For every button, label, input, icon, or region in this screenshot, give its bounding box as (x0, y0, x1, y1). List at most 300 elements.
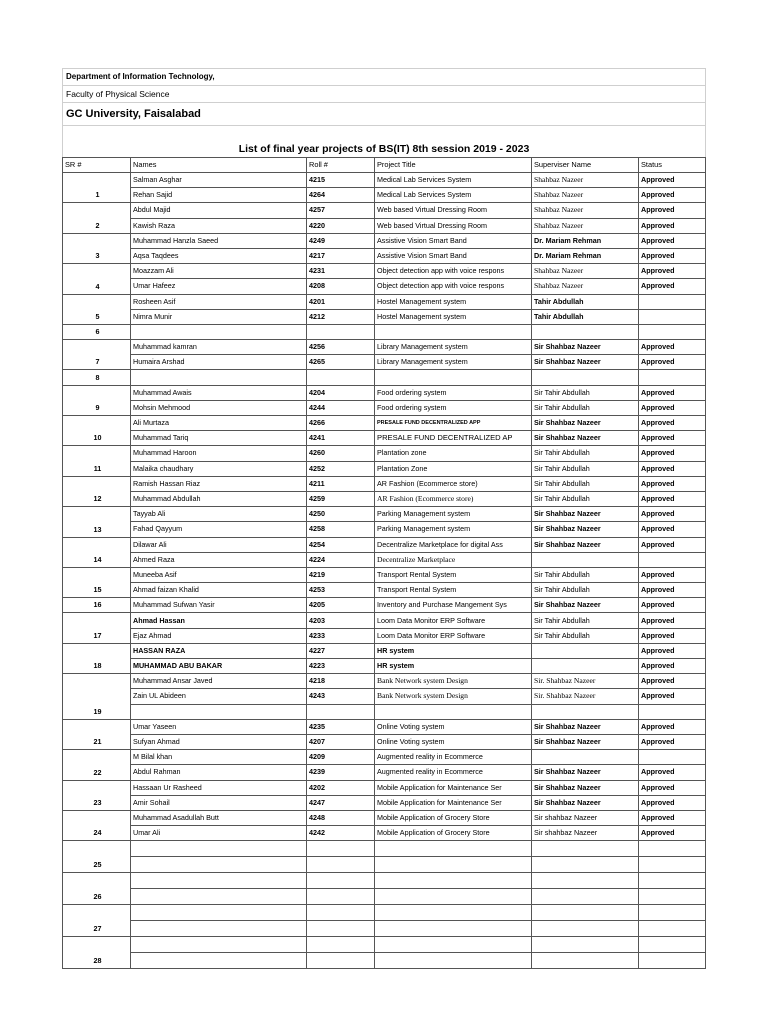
cell-name (131, 857, 307, 873)
page-title: List of final year projects of BS(IT) 8th session 2019 - 2023 (238, 143, 530, 155)
cell-roll-number (307, 324, 375, 339)
column-header-status: Status (639, 158, 706, 173)
cell-status: Approved (639, 613, 706, 628)
cell-sr-number: 16 (63, 598, 131, 613)
cell-supervisor (532, 841, 639, 857)
cell-roll-number: 4233 (307, 628, 375, 643)
cell-name (131, 953, 307, 969)
cell-sr-number: 14 (63, 537, 131, 567)
cell-roll-number: 4260 (307, 446, 375, 461)
cell-sr-number: 4 (63, 264, 131, 294)
cell-project-title: PRESALE FUND DECENTRALIZED APP (375, 416, 532, 431)
cell-project-title (375, 905, 532, 921)
cell-project-title: Mobile Application for Maintenance Ser (375, 795, 532, 810)
cell-name: Muhammad Haroon (131, 446, 307, 461)
cell-name: Ahmad Hassan (131, 613, 307, 628)
cell-name: Nimra Munir (131, 309, 307, 324)
cell-roll-number: 4259 (307, 491, 375, 506)
cell-roll-number (307, 953, 375, 969)
table-row (63, 795, 706, 810)
cell-name: Rosheen Asif (131, 294, 307, 309)
cell-roll-number (307, 889, 375, 905)
cell-supervisor: Sir. Shahbaz Nazeer (532, 689, 639, 704)
cell-project-title: Object detection app with voice respons (375, 264, 532, 279)
cell-sr-number: 22 (63, 750, 131, 780)
table-row (63, 659, 706, 674)
projects-table (62, 157, 706, 969)
cell-name: Moazzam Ali (131, 264, 307, 279)
cell-project-title: Hostel Management system (375, 309, 532, 324)
cell-status (639, 905, 706, 921)
cell-name: HASSAN RAZA (131, 643, 307, 658)
cell-status: Approved (639, 400, 706, 415)
cell-roll-number: 4224 (307, 552, 375, 567)
cell-name (131, 921, 307, 937)
cell-supervisor: Sir. Shahbaz Nazeer (532, 674, 639, 689)
cell-name (131, 370, 307, 385)
cell-status: Approved (639, 522, 706, 537)
table-row (63, 857, 706, 873)
cell-status: Approved (639, 491, 706, 506)
cell-sr-number: 11 (63, 446, 131, 476)
cell-name: Rehan Sajid (131, 188, 307, 203)
cell-status: Approved (639, 218, 706, 233)
column-header-sr: SR # (63, 158, 131, 173)
cell-status: Approved (639, 734, 706, 749)
cell-project-title (375, 704, 532, 719)
table-row (63, 750, 706, 765)
cell-roll-number: 4266 (307, 416, 375, 431)
cell-project-title: Mobile Application for Maintenance Ser (375, 780, 532, 795)
cell-project-title (375, 324, 532, 339)
table-row (63, 719, 706, 734)
table-row (63, 340, 706, 355)
spreadsheet-page (62, 68, 706, 969)
cell-project-title: Augmented reality in Ecommerce (375, 765, 532, 780)
cell-sr-number: 6 (63, 324, 131, 339)
cell-status: Approved (639, 795, 706, 810)
cell-status: Approved (639, 385, 706, 400)
cell-sr-number: 18 (63, 643, 131, 673)
cell-name: Muneeba Asif (131, 567, 307, 582)
cell-supervisor: Sir Shahbaz Nazeer (532, 734, 639, 749)
cell-name: Ahmed Raza (131, 552, 307, 567)
cell-roll-number: 4264 (307, 188, 375, 203)
cell-sr-number: 28 (63, 937, 131, 969)
cell-status (639, 873, 706, 889)
table-row (63, 309, 706, 324)
table-row (63, 188, 706, 203)
cell-name: Muhammad kamran (131, 340, 307, 355)
cell-name: Ramish Hassan Riaz (131, 476, 307, 491)
cell-roll-number: 4243 (307, 689, 375, 704)
cell-status: Approved (639, 248, 706, 263)
cell-supervisor: Sir Tahir Abdullah (532, 461, 639, 476)
cell-supervisor: Sir Shahbaz Nazeer (532, 780, 639, 795)
table-row (63, 446, 706, 461)
cell-project-title: Library Management system (375, 355, 532, 370)
cell-status: Approved (639, 826, 706, 841)
cell-status (639, 370, 706, 385)
cell-sr-number: 24 (63, 810, 131, 840)
cell-supervisor (532, 324, 639, 339)
cell-supervisor (532, 953, 639, 969)
cell-supervisor: Shahbaz Nazeer (532, 173, 639, 188)
cell-name: Muhammad Tariq (131, 431, 307, 446)
cell-project-title: PRESALE FUND DECENTRALIZED AP (375, 431, 532, 446)
cell-roll-number: 4242 (307, 826, 375, 841)
cell-name: Mohsin Mehmood (131, 400, 307, 415)
table-row (63, 491, 706, 506)
cell-sr-number: 2 (63, 203, 131, 233)
cell-supervisor: Tahir Abdullah (532, 294, 639, 309)
cell-project-title (375, 841, 532, 857)
cell-project-title (375, 873, 532, 889)
cell-name: Muhammad Sufwan Yasir (131, 598, 307, 613)
cell-status: Approved (639, 416, 706, 431)
cell-roll-number: 4244 (307, 400, 375, 415)
table-row (63, 765, 706, 780)
cell-project-title: Medical Lab Services System (375, 173, 532, 188)
cell-project-title: Object detection app with voice respons (375, 279, 532, 294)
table-row (63, 598, 706, 613)
column-header-names: Names (131, 158, 307, 173)
cell-name: Umar Ali (131, 826, 307, 841)
cell-roll-number (307, 704, 375, 719)
column-header-project-title: Project Title (375, 158, 532, 173)
cell-name: Aqsa Taqdees (131, 248, 307, 263)
cell-supervisor: Sir Shahbaz Nazeer (532, 598, 639, 613)
title-row (62, 125, 706, 157)
cell-roll-number: 4205 (307, 598, 375, 613)
cell-project-title: Mobile Application of Grocery Store (375, 810, 532, 825)
cell-sr-number: 26 (63, 873, 131, 905)
table-row (63, 416, 706, 431)
cell-project-title: Hostel Management system (375, 294, 532, 309)
cell-sr-number: 19 (63, 674, 131, 720)
cell-supervisor (532, 643, 639, 658)
table-row (63, 370, 706, 385)
cell-project-title: Decentralize Marketplace for digital Ass (375, 537, 532, 552)
cell-supervisor: Sir Tahir Abdullah (532, 400, 639, 415)
cell-project-title: Web based Virtual Dressing Room (375, 218, 532, 233)
cell-supervisor (532, 704, 639, 719)
cell-status: Approved (639, 674, 706, 689)
cell-name: M Bilal khan (131, 750, 307, 765)
cell-project-title: Loom Data Monitor ERP Software (375, 613, 532, 628)
cell-name (131, 873, 307, 889)
cell-status: Approved (639, 507, 706, 522)
cell-supervisor (532, 552, 639, 567)
cell-name: Fahad Qayyum (131, 522, 307, 537)
cell-roll-number: 4235 (307, 719, 375, 734)
cell-roll-number (307, 857, 375, 873)
cell-status: Approved (639, 264, 706, 279)
column-header-supervisor: Superviser Name (532, 158, 639, 173)
cell-name: Sufyan Ahmad (131, 734, 307, 749)
department-line: Department of Information Technology, (62, 68, 706, 85)
cell-name: Ejaz Ahmad (131, 628, 307, 643)
cell-status: Approved (639, 203, 706, 218)
cell-supervisor: Dr. Mariam Rehman (532, 248, 639, 263)
table-row (63, 873, 706, 889)
cell-status (639, 841, 706, 857)
cell-sr-number: 10 (63, 416, 131, 446)
cell-supervisor: Sir Shahbaz Nazeer (532, 355, 639, 370)
cell-name (131, 841, 307, 857)
table-row (63, 643, 706, 658)
table-row (63, 173, 706, 188)
cell-supervisor: Sir Shahbaz Nazeer (532, 522, 639, 537)
table-row (63, 400, 706, 415)
cell-supervisor: Shahbaz Nazeer (532, 188, 639, 203)
cell-project-title: Augmented reality in Ecommerce (375, 750, 532, 765)
cell-supervisor: Sir Shahbaz Nazeer (532, 765, 639, 780)
cell-status: Approved (639, 173, 706, 188)
cell-status: Approved (639, 233, 706, 248)
cell-name: Humaira Arshad (131, 355, 307, 370)
cell-roll-number: 4212 (307, 309, 375, 324)
cell-supervisor (532, 889, 639, 905)
cell-supervisor: Sir Shahbaz Nazeer (532, 416, 639, 431)
cell-roll-number: 4254 (307, 537, 375, 552)
cell-sr-number: 25 (63, 841, 131, 873)
cell-status: Approved (639, 476, 706, 491)
table-row (63, 294, 706, 309)
cell-project-title: Medical Lab Services System (375, 188, 532, 203)
table-header-row (63, 158, 706, 173)
cell-roll-number: 4265 (307, 355, 375, 370)
cell-sr-number: 12 (63, 476, 131, 506)
faculty-line: Faculty of Physical Science (62, 85, 706, 102)
table-row (63, 704, 706, 719)
cell-supervisor: Tahir Abdullah (532, 309, 639, 324)
cell-name: Muhammad Asadullah Butt (131, 810, 307, 825)
table-row (63, 476, 706, 491)
cell-roll-number: 4249 (307, 233, 375, 248)
cell-roll-number: 4201 (307, 294, 375, 309)
cell-status: Approved (639, 431, 706, 446)
cell-name: Muhammad Awais (131, 385, 307, 400)
cell-status: Approved (639, 355, 706, 370)
cell-roll-number (307, 905, 375, 921)
cell-supervisor: Shahbaz Nazeer (532, 203, 639, 218)
cell-roll-number: 4227 (307, 643, 375, 658)
table-body (63, 173, 706, 969)
cell-name: Umar Hafeez (131, 279, 307, 294)
cell-roll-number: 4256 (307, 340, 375, 355)
table-row (63, 937, 706, 953)
cell-status: Approved (639, 340, 706, 355)
cell-sr-number: 15 (63, 567, 131, 597)
cell-status (639, 294, 706, 309)
cell-name: Kawish Raza (131, 218, 307, 233)
cell-roll-number: 4203 (307, 613, 375, 628)
table-row (63, 841, 706, 857)
table-row (63, 385, 706, 400)
cell-status: Approved (639, 279, 706, 294)
cell-supervisor: Sir Tahir Abdullah (532, 385, 639, 400)
cell-name (131, 324, 307, 339)
cell-status (639, 324, 706, 339)
cell-status: Approved (639, 446, 706, 461)
cell-name: Tayyab Ali (131, 507, 307, 522)
cell-project-title: Loom Data Monitor ERP Software (375, 628, 532, 643)
cell-project-title: Mobile Application of Grocery Store (375, 826, 532, 841)
cell-supervisor: Sir shahbaz Nazeer (532, 810, 639, 825)
cell-supervisor: Sir Tahir Abdullah (532, 446, 639, 461)
cell-project-title: Parking Management system (375, 522, 532, 537)
cell-supervisor: Sir shahbaz Nazeer (532, 826, 639, 841)
table-row (63, 567, 706, 582)
cell-supervisor: Sir Tahir Abdullah (532, 613, 639, 628)
cell-roll-number: 4217 (307, 248, 375, 263)
table-row (63, 203, 706, 218)
table-row (63, 461, 706, 476)
table-row (63, 734, 706, 749)
table-row (63, 953, 706, 969)
cell-status (639, 857, 706, 873)
cell-project-title: Transport Rental System (375, 583, 532, 598)
cell-project-title: Online Voting system (375, 719, 532, 734)
table-row (63, 431, 706, 446)
cell-supervisor (532, 857, 639, 873)
cell-sr-number: 7 (63, 340, 131, 370)
cell-status: Approved (639, 567, 706, 582)
cell-project-title (375, 921, 532, 937)
cell-supervisor: Sir Tahir Abdullah (532, 491, 639, 506)
cell-supervisor: Sir Tahir Abdullah (532, 583, 639, 598)
cell-sr-number: 1 (63, 173, 131, 203)
table-row (63, 264, 706, 279)
cell-project-title: Plantation Zone (375, 461, 532, 476)
cell-status: Approved (639, 628, 706, 643)
cell-status: Approved (639, 659, 706, 674)
cell-project-title: AR Fashion (Ecommerce store) (375, 491, 532, 506)
cell-supervisor: Shahbaz Nazeer (532, 264, 639, 279)
cell-status (639, 937, 706, 953)
cell-project-title (375, 857, 532, 873)
cell-status (639, 953, 706, 969)
cell-project-title: Online Voting system (375, 734, 532, 749)
cell-project-title: HR system (375, 643, 532, 658)
cell-roll-number (307, 841, 375, 857)
cell-supervisor: Sir Shahbaz Nazeer (532, 507, 639, 522)
cell-name: Muhammad Abdullah (131, 491, 307, 506)
cell-sr-number: 8 (63, 370, 131, 385)
cell-status (639, 309, 706, 324)
cell-supervisor (532, 370, 639, 385)
cell-roll-number: 4257 (307, 203, 375, 218)
cell-status: Approved (639, 461, 706, 476)
cell-supervisor: Shahbaz Nazeer (532, 218, 639, 233)
table-row (63, 218, 706, 233)
cell-sr-number: 23 (63, 780, 131, 810)
cell-name: Muhammad Ansar Javed (131, 674, 307, 689)
cell-supervisor: Sir Tahir Abdullah (532, 567, 639, 582)
cell-project-title: Transport Rental System (375, 567, 532, 582)
table-row (63, 324, 706, 339)
cell-project-title: Plantation zone (375, 446, 532, 461)
cell-supervisor: Shahbaz Nazeer (532, 279, 639, 294)
table-row (63, 355, 706, 370)
cell-supervisor: Sir Shahbaz Nazeer (532, 431, 639, 446)
cell-project-title: AR Fashion (Ecommerce store) (375, 476, 532, 491)
cell-supervisor: Sir Tahir Abdullah (532, 628, 639, 643)
cell-roll-number: 4215 (307, 173, 375, 188)
table-row (63, 921, 706, 937)
cell-roll-number: 4252 (307, 461, 375, 476)
cell-supervisor: Sir Shahbaz Nazeer (532, 719, 639, 734)
cell-sr-number: 17 (63, 613, 131, 643)
cell-status: Approved (639, 188, 706, 203)
cell-sr-number: 9 (63, 385, 131, 415)
table-row (63, 279, 706, 294)
cell-roll-number: 4253 (307, 583, 375, 598)
cell-status: Approved (639, 583, 706, 598)
cell-supervisor: Dr. Mariam Rehman (532, 233, 639, 248)
cell-supervisor: Sir Shahbaz Nazeer (532, 537, 639, 552)
cell-sr-number: 13 (63, 507, 131, 537)
table-row (63, 780, 706, 795)
cell-project-title (375, 953, 532, 969)
cell-name: Ahmad faizan Khalid (131, 583, 307, 598)
table-row (63, 613, 706, 628)
cell-roll-number: 4204 (307, 385, 375, 400)
cell-sr-number: 3 (63, 233, 131, 263)
cell-name: Hassaan Ur Rasheed (131, 780, 307, 795)
university-line: GC University, Faisalabad (62, 102, 706, 125)
cell-roll-number: 4241 (307, 431, 375, 446)
table-row (63, 810, 706, 825)
cell-project-title: Food ordering system (375, 400, 532, 415)
cell-roll-number: 4211 (307, 476, 375, 491)
table-row (63, 248, 706, 263)
cell-sr-number: 5 (63, 294, 131, 324)
cell-name (131, 704, 307, 719)
cell-name: MUHAMMAD ABU BAKAR (131, 659, 307, 674)
cell-status (639, 750, 706, 765)
cell-roll-number: 4239 (307, 765, 375, 780)
cell-project-title: HR system (375, 659, 532, 674)
cell-supervisor: Sir Shahbaz Nazeer (532, 795, 639, 810)
cell-name: Salman Asghar (131, 173, 307, 188)
cell-roll-number: 4209 (307, 750, 375, 765)
cell-name: Abdul Majid (131, 203, 307, 218)
cell-status (639, 552, 706, 567)
cell-project-title: Food ordering system (375, 385, 532, 400)
cell-project-title: Web based Virtual Dressing Room (375, 203, 532, 218)
cell-roll-number: 4208 (307, 279, 375, 294)
cell-supervisor (532, 750, 639, 765)
cell-sr-number: 27 (63, 905, 131, 937)
cell-name (131, 937, 307, 953)
cell-roll-number: 4219 (307, 567, 375, 582)
cell-roll-number: 4220 (307, 218, 375, 233)
cell-project-title: Assistive Vision Smart Band (375, 248, 532, 263)
cell-status: Approved (639, 765, 706, 780)
cell-status: Approved (639, 643, 706, 658)
cell-name: Amir Sohail (131, 795, 307, 810)
cell-name (131, 889, 307, 905)
cell-name: Abdul Rahman (131, 765, 307, 780)
cell-roll-number: 4250 (307, 507, 375, 522)
cell-status (639, 921, 706, 937)
cell-project-title: Bank Network system Design (375, 674, 532, 689)
table-row (63, 689, 706, 704)
cell-roll-number: 4202 (307, 780, 375, 795)
cell-status (639, 889, 706, 905)
